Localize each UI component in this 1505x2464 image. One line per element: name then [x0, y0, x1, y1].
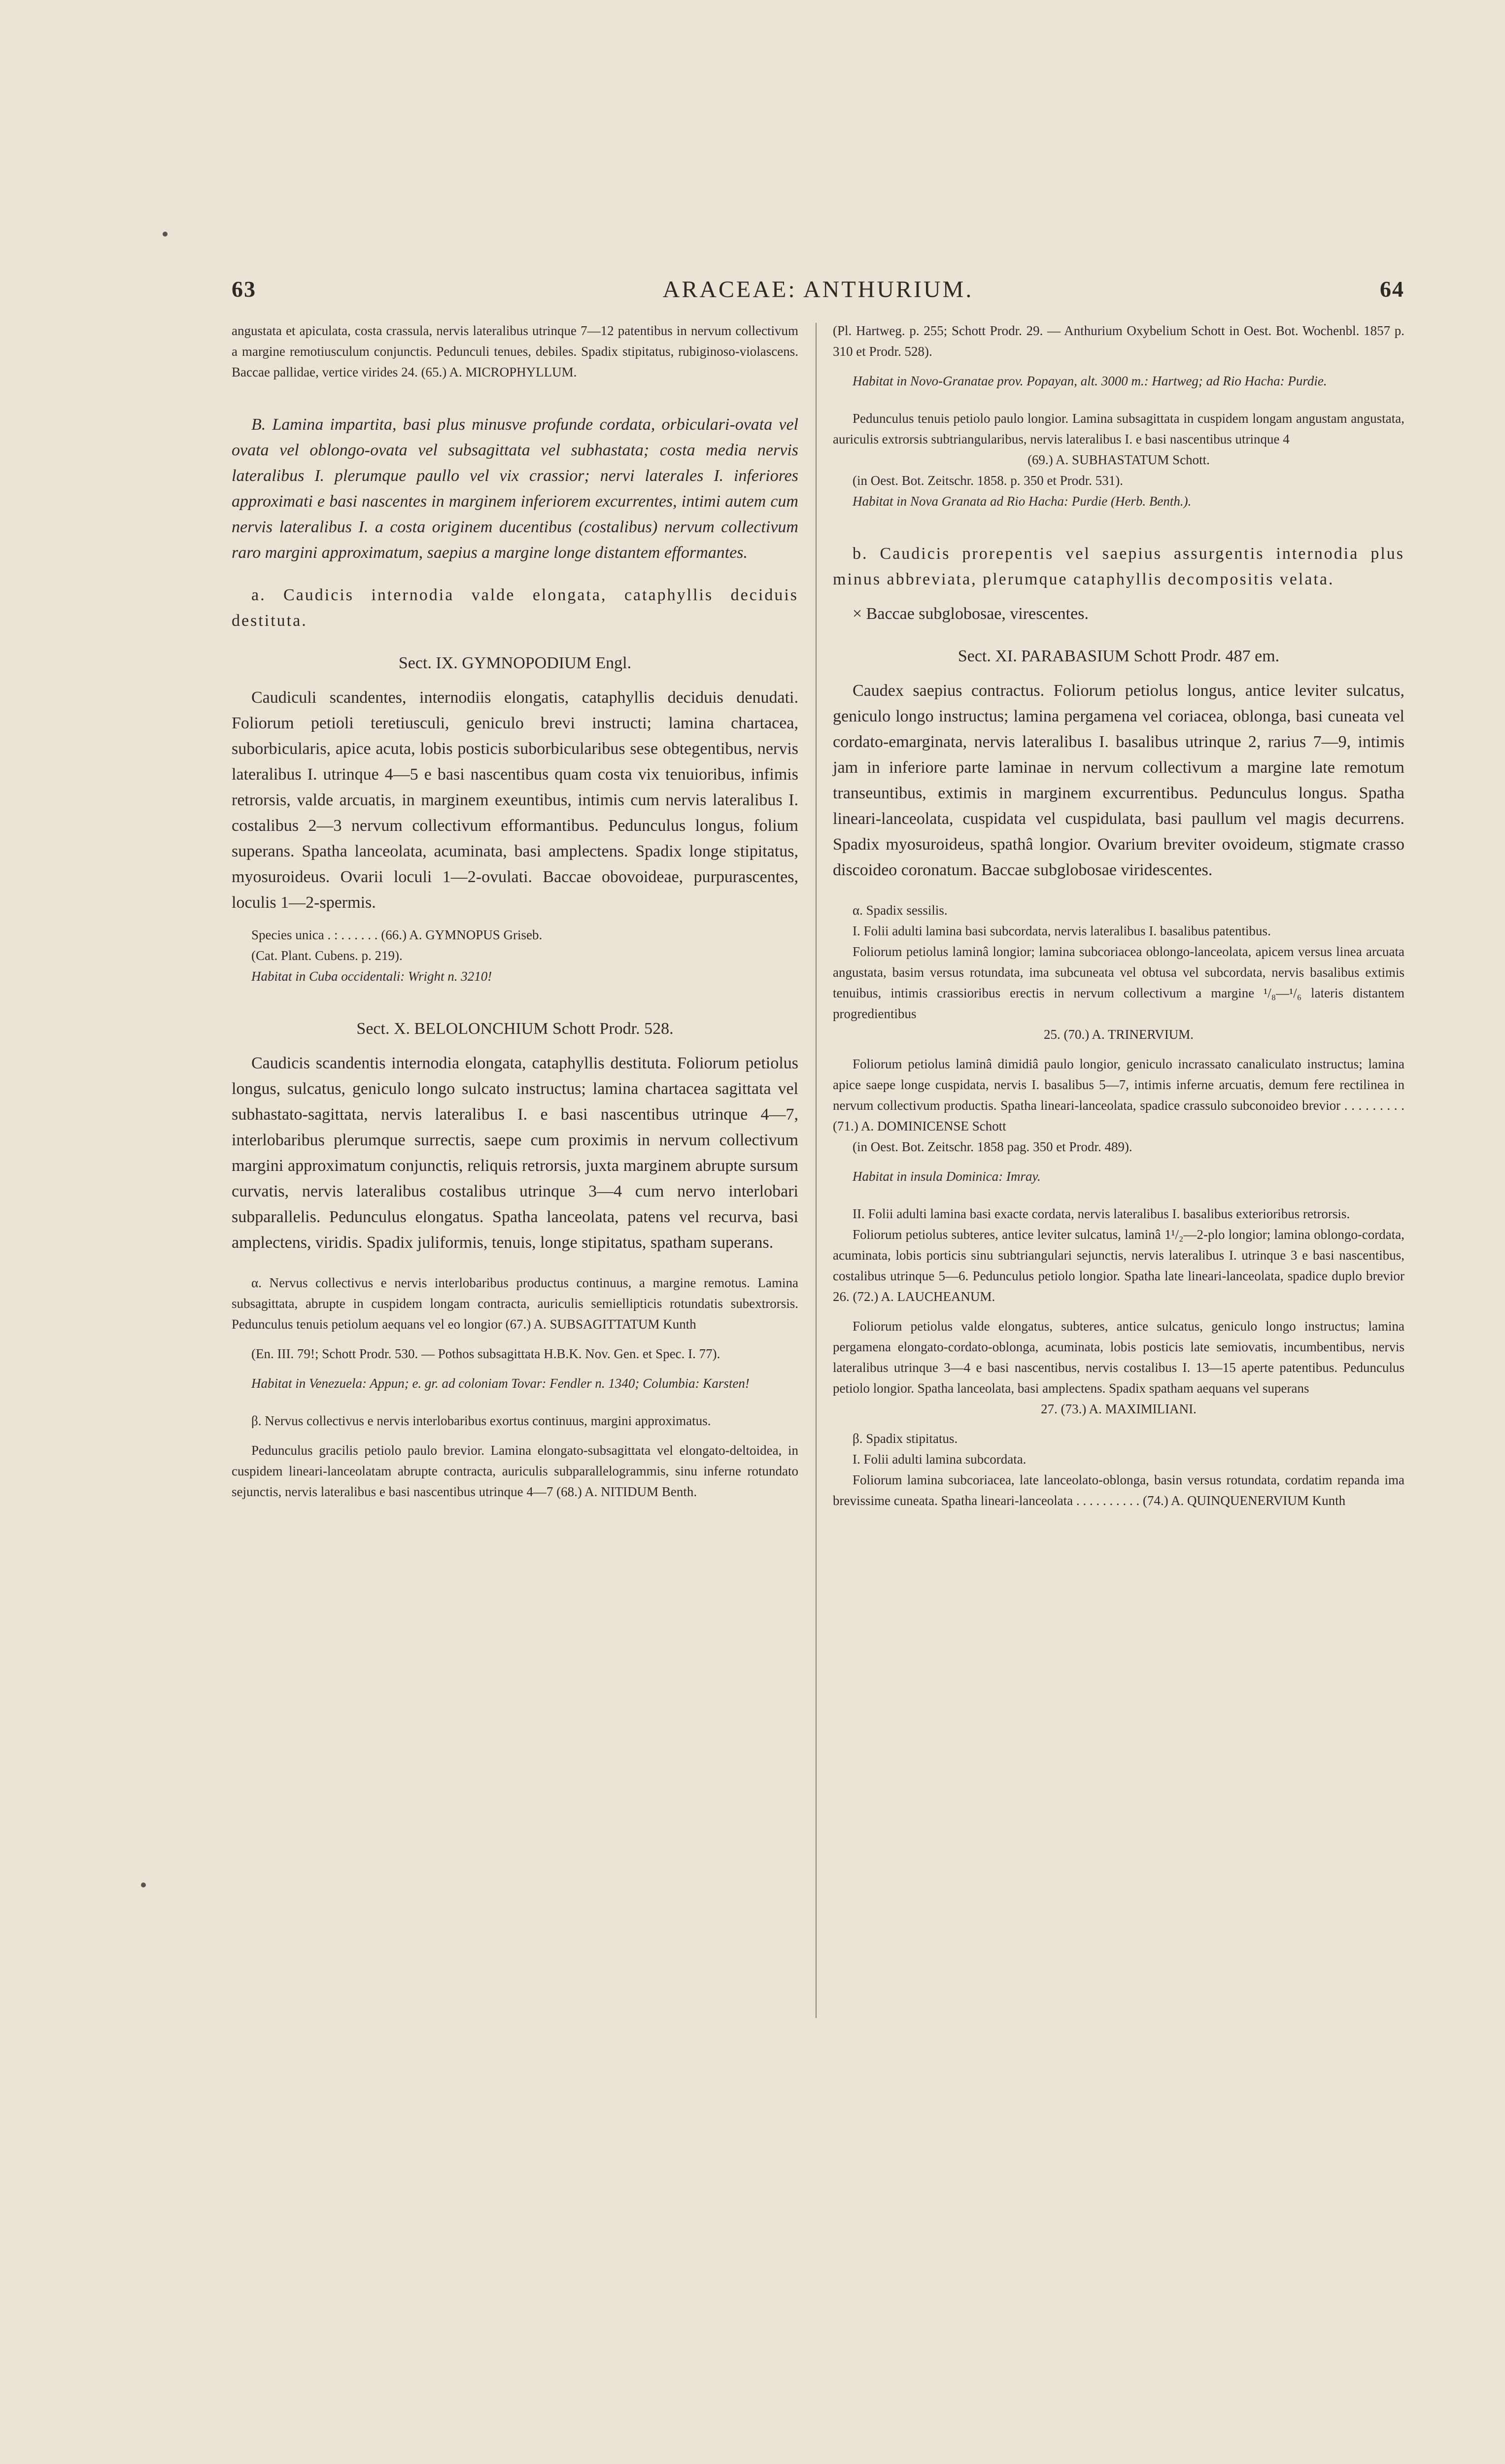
nitidum-description: Pedunculus gracilis petiolo paulo brevior. Lamina elongato-subsagittata vel elongato-deltoidea, in cuspidem lineari-lanceolatam abrupte contracta, auriculis subparallelogrammis, sinu inferne rotundato sejunctis, nervis lateralibus e basi nascentibus utrinque 4—7 (68.) A. NITIDUM Benth.	[232, 1443, 798, 1499]
baccae-heading: × Baccae subglobosae, virescentes.	[853, 605, 1089, 623]
page-header	[232, 276, 1404, 310]
laucheanum-description: Foliorum petiolus subteres, antice leviter sulcatus, laminâ 1¹/₂—2-plo longior; lamina oblongo-cordata, acuminata, lobis porticis sinu subtriangulari sejunctis, nervis lateralibus I. utrinque 3 e basi nascentibus, costalibus utrinque 5—6. Pedunculus petiolo longior. Spatha late lineari-lanceolata, spadice duplo brevior 26. (72.) A. LAUCHEANUM.	[833, 1227, 1404, 1304]
beta-spadix-stipitatus: β. Spadix stipitatus.	[853, 1431, 958, 1446]
group-ii-heading: II. Folii adulti lamina basi exacte cordata, nervis lateralibus I. basalibus exterioribus retrorsis.	[853, 1206, 1350, 1221]
habitat-subsagittatum: Habitat in Venezuela: Appun; e. gr. ad coloniam Tovar: Fendler n. 1340; Columbia: Karsten!	[251, 1376, 750, 1391]
citation-subhastatum: (in Oest. Bot. Zeitschr. 1858. p. 350 et Prodr. 531).	[853, 473, 1123, 488]
citation-nitidum: (Pl. Hartweg. p. 255; Schott Prodr. 29. — Anthurium Oxybelium Schott in Oest. Bot. Wochenbl. 1857 p. 310 et Prodr. 528).	[833, 323, 1404, 359]
species-trinervium: 25. (70.) A. TRINERVIUM.	[1043, 1027, 1194, 1042]
sect-ix-description: Caudiculi scandentes, internodiis elongatis, cataphyllis deciduis denudati. Foliorum petioli teretiusculi, geniculo brevi instructi; lamina chartacea, suborbicularis, apice acuta, lobis posticis suborbicularibus sese obtegentibus, nervis lateralibus I. utrinque 4—5 e basi nascentibus quam costa vix tenuioribus, infimis retrorsis, valde arcuatis, in marginem exeuntibus, intimis cum nervis lateralibus I. costalibus 2—3 nervum collectivum efformantibus. Pedunculus longus, folium superans. Spatha lanceolata, acuminata, basi amplectens. Spadix longe stipitatus, myosuroideus. Ovarii loculi 1—2-ovulati. Baccae obovoideae, purpurascentes, loculis 1—2-spermis.	[232, 688, 798, 912]
maximiliani-description: Foliorum petiolus valde elongatus, subteres, antice sulcatus, geniculo longo instructus; lamina pergamena elongato-cordato-oblonga, acuminata, lobis posticis late semiovatis, incumbentibus, nervis lateralibus utrinque 3—4 e basi nascentibus, nervis costalibus I. 13—15 aperte patentibus. Pedunculus petiolo longior. Spatha lanceolata, basi amplectens. Spadix spatham aequans vel superans	[833, 1319, 1404, 1396]
right-column	[833, 320, 1404, 1511]
alpha-spadix-sessilis: α. Spadix sessilis.	[853, 903, 948, 918]
subsection-b-heading: b. Caudicis prorepentis vel saepius assurgentis internodia plus minus abbreviata, plerumque cataphyllis decompositis velata.	[833, 545, 1404, 588]
citation-gymnopus: (Cat. Plant. Cubens. p. 219).	[251, 948, 403, 963]
citation-dominicense: (in Oest. Bot. Zeitschr. 1858 pag. 350 et Prodr. 489).	[853, 1139, 1132, 1154]
beta-heading: β. Nervus collectivus e nervis interlobaribus exortus continuus, margini approximatus.	[251, 1413, 711, 1428]
column-divider	[816, 323, 817, 2018]
page-number-left: 63	[232, 276, 256, 302]
trinervium-description: Foliorum petiolus laminâ longior; lamina subcoriacea oblongo-lanceolata, apicem versus linea arcuata angustata, basim versus rotundata, ima subcuneata vel obtusa vel subcordata, nervis basalibus extimis tenuibus, intimis crassioribus erectis in nervum collectivum a margine ¹/₈—¹/₆ lateris distantem progredientibus	[833, 944, 1404, 1021]
subhastatum-description: Pedunculus tenuis petiolo paulo longior. Lamina subsagittata in cuspidem longam angustam angustata, auriculis extrorsis subtriangularibus, nervis lateralibus I. e basi nascentibus utrinque 4	[833, 411, 1404, 446]
habitat-dominicense: Habitat in insula Dominica: Imray.	[853, 1169, 1041, 1184]
paragraph-microphyllum-end: angustata et apiculata, costa crassula, nervis lateralibus utrinque 7—12 patentibus in nervum collectivum a margine remotiusculum conjunctis. Pedunculi tenues, debiles. Spadix stipitatus, rubiginoso-violascens. Baccae pallidae, vertice virides 24. (65.) A. MICROPHYLLUM.	[232, 323, 798, 379]
alpha-subsagittatum: α. Nervus collectivus e nervis interlobaribus productus continuus, a margine remotus. Lamina subsagittata, abrupte in cuspidem longam contracta, auriculis semiellipticis rotundatis subextrorsis. Pedunculus tenuis petiolum aequans vel eo longior (67.) A. SUBSAGITTATUM Kunth	[232, 1275, 798, 1332]
margin-speck	[141, 1882, 146, 1887]
species-subhastatum: (69.) A. SUBHASTATUM Schott.	[1027, 452, 1210, 467]
group-i-subcordata: I. Folii adulti lamina subcordata.	[853, 1452, 1026, 1467]
sect-xi-heading: Sect. XI. PARABASIUM Schott Prodr. 487 em.	[958, 647, 1280, 665]
sect-xi-description: Caudex saepius contractus. Foliorum petiolus longus, antice leviter sulcatus, geniculo longo instructus; lamina pergamena vel coriacea, oblonga, basi cuneata vel cordato-emarginata, nervis lateralibus I. basalibus utrinque 2, rarius 7—9, intimis jam in inferiore parte laminae in nervum collectivum a margine late remotum transeuntibus, extimis in marginem excurrentibus. Pedunculus longus. Spatha lineari-lanceolata, cuspidata vel cuspidulata, basi paullum vel magis decurrens. Spadix myosuroideus, spathâ longior. Ovarium breviter ovoideum, stigmate crasso discoideo coronatum. Baccae subglobosae viridescentes.	[833, 682, 1404, 879]
margin-speck	[163, 232, 168, 237]
species-gymnopus: Species unica . : . . . . . . (66.) A. GYMNOPUS Griseb.	[251, 927, 543, 942]
habitat-nitidum: Habitat in Novo-Granatae prov. Popayan, alt. 3000 m.: Hartweg; ad Rio Hacha: Purdie.	[853, 374, 1327, 388]
left-column	[232, 320, 798, 1502]
dominicense-description: Foliorum petiolus laminâ dimidiâ paulo longior, geniculo incrassato canaliculato instructus; lamina apice saepe longe cuspidata, nervis I. basalibus 5—7, intimis inferne arcuatis, demum fere rectilinea in nervum collectivum productis. Spatha lineari-lanceolata, spadice crassulo subconoideo brevior . . . . . . . . . (71.) A. DOMINICENSE Schott	[833, 1057, 1404, 1133]
sect-x-heading: Sect. X. BELOLONCHIUM Schott Prodr. 528.	[356, 1020, 674, 1038]
page-number-right: 64	[1380, 276, 1404, 302]
quinquenervium-description: Foliorum lamina subcoriacea, late lanceolato-oblonga, basin versus rotundata, cordatim repanda ima brevissime cuneata. Spatha lineari-lanceolata . . . . . . . . . . (74.) A. QUINQUENERVIUM Kunth	[833, 1472, 1404, 1508]
habitat-gymnopus: Habitat in Cuba occidentali: Wright n. 3210!	[251, 969, 492, 984]
subsection-a-heading: a. Caudicis internodia valde elongata, cataphyllis deciduis destituta.	[232, 586, 798, 630]
sect-ix-heading: Sect. IX. GYMNOPODIUM Engl.	[398, 654, 632, 672]
group-i-heading: I. Folii adulti lamina basi subcordata, nervis lateralibus I. basalibus patentibus.	[853, 924, 1271, 938]
running-title: ARACEAE: ANTHURIUM.	[662, 276, 974, 303]
species-maximiliani: 27. (73.) A. MAXIMILIANI.	[1041, 1402, 1197, 1416]
sect-x-description: Caudicis scandentis internodia elongata, cataphyllis destituta. Foliorum petiolus longus, sulcatus, geniculo longo sulcato instructus; lamina chartacea sagittata vel subhastato-sagittata, nervis lateralibus I. e basi nascentibus utrinque 4—7, interlobaribus plerumque surrectis, saepe cum proximis in nervum collectivum margini approximatum conjunctis, reliquis retrorsis, juxta marginem abrupte sursum curvatis, nervis lateralibus costalibus utrinque 3—4 cum nervo interlobari subparallelis. Pedunculus elongatus. Spatha lanceolata, patens vel recurva, basi amplectens, viridis. Spadix juliformis, tenuis, longe stipitatus, spatham superans.	[232, 1054, 798, 1252]
section-b-description: B. Lamina impartita, basi plus minusve profunde cordata, orbiculari-ovata vel ovata vel oblongo-ovata vel subsagittata vel subhastata; costa media nervis lateralibus I. plerumque paullo vel vix crassior; nervi laterales I. inferiores approximati e basi nascentes in marginem inferiorem excurrentes, intimi autem cum nervis lateralibus I. a costa originem ducentibus (costalibus) nervum collectivum raro margini approximatum, saepius a margine longe distantem efformantes.	[232, 415, 798, 562]
citation-subsagittatum: (En. III. 79!; Schott Prodr. 530. — Pothos subsagittata H.B.K. Nov. Gen. et Spec. I. 77).	[251, 1346, 720, 1361]
habitat-subhastatum: Habitat in Nova Granata ad Rio Hacha: Purdie (Herb. Benth.).	[853, 494, 1192, 509]
